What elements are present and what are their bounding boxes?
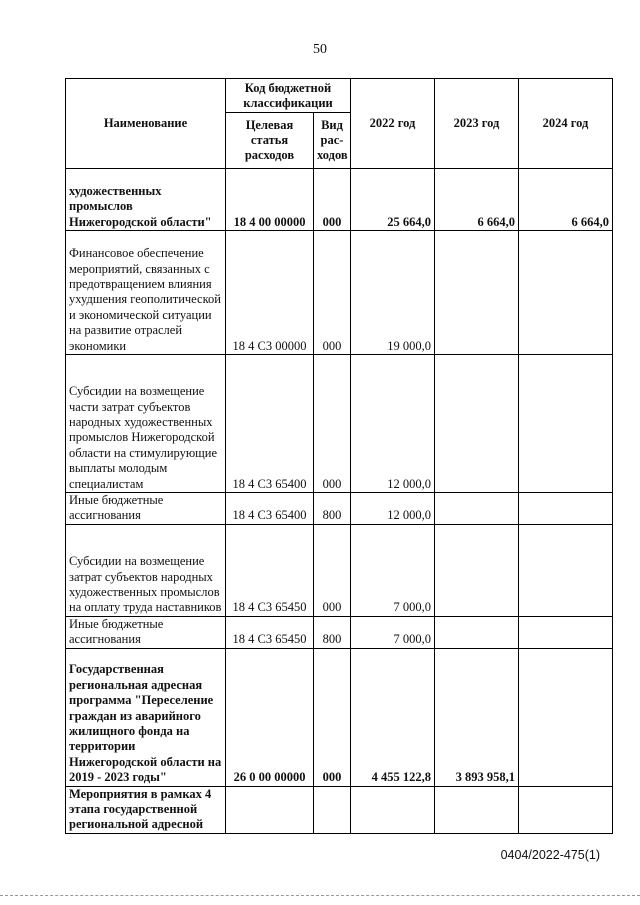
row-target-article: 18 4 С3 65400 bbox=[226, 355, 314, 493]
row-2023 bbox=[435, 231, 519, 355]
row-target-article bbox=[226, 786, 314, 833]
row-expense-type: 000 bbox=[314, 169, 351, 231]
table-row bbox=[66, 231, 613, 355]
table-row bbox=[66, 616, 613, 648]
row-2024 bbox=[519, 231, 613, 355]
row-expense-type: 000 bbox=[314, 648, 351, 786]
row-2024 bbox=[519, 524, 613, 616]
row-2023: 3 893 958,1 bbox=[435, 648, 519, 786]
row-2024 bbox=[519, 493, 613, 525]
header-budget-code-group: Код бюджетной классификации bbox=[226, 79, 351, 113]
row-2022: 12 000,0 bbox=[351, 493, 435, 525]
row-expense-type: 000 bbox=[314, 231, 351, 355]
table-row bbox=[66, 524, 613, 616]
row-name: Субсидии на возмещение части затрат субъектов народных художественных промыслов Нижегородской области на стимулирующие выплаты молодым специалистам bbox=[66, 355, 226, 493]
budget-table bbox=[65, 78, 613, 834]
row-name: Мероприятия в рамках 4 этапа государственной региональной адресной bbox=[66, 786, 226, 833]
row-2024 bbox=[519, 355, 613, 493]
table-row bbox=[66, 786, 613, 833]
row-2023: 6 664,0 bbox=[435, 169, 519, 231]
row-2022: 25 664,0 bbox=[351, 169, 435, 231]
row-expense-type bbox=[314, 786, 351, 833]
row-target-article: 18 4 00 00000 bbox=[226, 169, 314, 231]
row-name: художественных промыслов Нижегородской области" bbox=[66, 169, 226, 231]
row-2022: 7 000,0 bbox=[351, 524, 435, 616]
row-2022: 7 000,0 bbox=[351, 616, 435, 648]
row-target-article: 18 4 С3 65450 bbox=[226, 524, 314, 616]
document-registration-code: 0404/2022-475(1) bbox=[500, 848, 600, 862]
row-name: Иные бюджетные ассигнования bbox=[66, 493, 226, 525]
row-expense-type: 800 bbox=[314, 493, 351, 525]
table-row bbox=[66, 493, 613, 525]
row-2023 bbox=[435, 355, 519, 493]
header-target-article: Целевая статья расходов bbox=[226, 113, 314, 169]
table-row bbox=[66, 648, 613, 786]
row-2024 bbox=[519, 616, 613, 648]
row-2024: 6 664,0 bbox=[519, 169, 613, 231]
table-row bbox=[66, 169, 613, 231]
row-2023 bbox=[435, 524, 519, 616]
row-2022 bbox=[351, 786, 435, 833]
row-2022: 19 000,0 bbox=[351, 231, 435, 355]
row-2023 bbox=[435, 616, 519, 648]
row-2022: 12 000,0 bbox=[351, 355, 435, 493]
row-2022: 4 455 122,8 bbox=[351, 648, 435, 786]
page-bottom-divider bbox=[0, 895, 640, 896]
row-name: Финансовое обеспечение мероприятий, связанных с предотвращением влияния ухудшения геополитической и экономической ситуации на развитие отраслей экономики bbox=[66, 231, 226, 355]
header-year-2022: 2022 год bbox=[351, 79, 435, 169]
page-number: 50 bbox=[313, 42, 327, 57]
row-expense-type: 000 bbox=[314, 524, 351, 616]
row-target-article: 18 4 С3 65450 bbox=[226, 616, 314, 648]
header-name: Наименование bbox=[66, 79, 226, 169]
table-row bbox=[66, 355, 613, 493]
row-2024 bbox=[519, 786, 613, 833]
row-target-article: 18 4 С3 65400 bbox=[226, 493, 314, 525]
header-year-2024: 2024 год bbox=[519, 79, 613, 169]
header-year-2023: 2023 год bbox=[435, 79, 519, 169]
header-expense-type: Вид рас- ходов bbox=[314, 113, 351, 169]
row-2024 bbox=[519, 648, 613, 786]
row-target-article: 18 4 С3 00000 bbox=[226, 231, 314, 355]
row-2023 bbox=[435, 493, 519, 525]
row-name: Государственная региональная адресная программа "Переселение граждан из аварийного жилищного фонда на территории Нижегородской области на 2019 - 2023 годы" bbox=[66, 648, 226, 786]
row-target-article: 26 0 00 00000 bbox=[226, 648, 314, 786]
row-2023 bbox=[435, 786, 519, 833]
row-name: Иные бюджетные ассигнования bbox=[66, 616, 226, 648]
row-name: Субсидии на возмещение затрат субъектов народных художественных промыслов на оплату труда наставников bbox=[66, 524, 226, 616]
row-expense-type: 800 bbox=[314, 616, 351, 648]
row-expense-type: 000 bbox=[314, 355, 351, 493]
